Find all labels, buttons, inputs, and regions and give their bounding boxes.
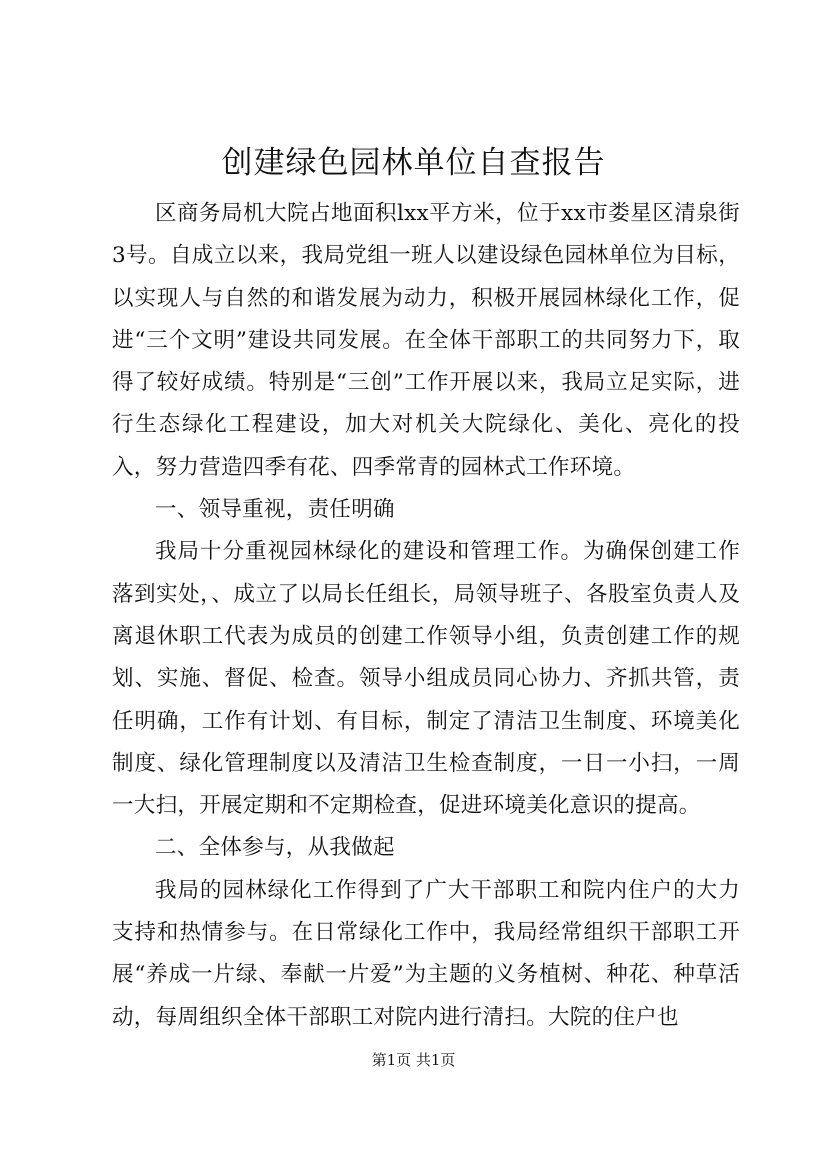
document-title: 创建绿色园林单位自查报告 [221,145,606,181]
paragraph-section-1: 我局十分重视园林绿化的建设和管理工作。为确保创建工作落到实处，、成立了以局长任组长，局领导班子、各股室负责人及离退休职工代表为成员的创建工作领导小组，负责创建工作的规划、实施、督促、检查。领导小组成员同心协力、齐抓共管，责任明确，工作有计划、有目标，制定了清洁卫生制度、环境美化制度、绿化管理制度以及清洁卫生检查制度，一日一小扫，一周一大扫，开展定期和不定期检查，促进环境美化意识的提高。 [112,539,740,819]
paragraph-intro: 区商务局机大院占地面积lxx平方米，位于xx市娄星区清泉街3号。自成立以来，我局党组一班人以建设绿色园林单位为目标，以实现人与自然的和谐发展为动力，积极开展园林绿化工作，促进“三个文明”建设共同发展。在全体干部职工的共同努力下，取得了较好成绩。特别是“三创”工作开展以来，我局立足实际，进行生态绿化工程建设，加大对机关大院绿化、美化、亮化的投入，努力营造四季有花、四季常青的园林式工作环境。 [112,201,740,480]
document-body [112,193,740,1039]
paragraph-section-2: 我局的园林绿化工作得到了广大干部职工和院内住户的大力支持和热情参与。在日常绿化工作中，我局经常组织干部职工开展“养成一片绿、奉献一片爱”为主题的义务植树、种花、种草活动，每周组织全体干部职工对院内进行清扫。大院的住户也 [112,877,740,1030]
section-heading-2: 二、全体参与，从我做起 [155,835,395,861]
section-heading-1: 一、领导重视，责任明确 [155,497,395,523]
page-footer: 第1页 共1页 [371,1051,456,1069]
